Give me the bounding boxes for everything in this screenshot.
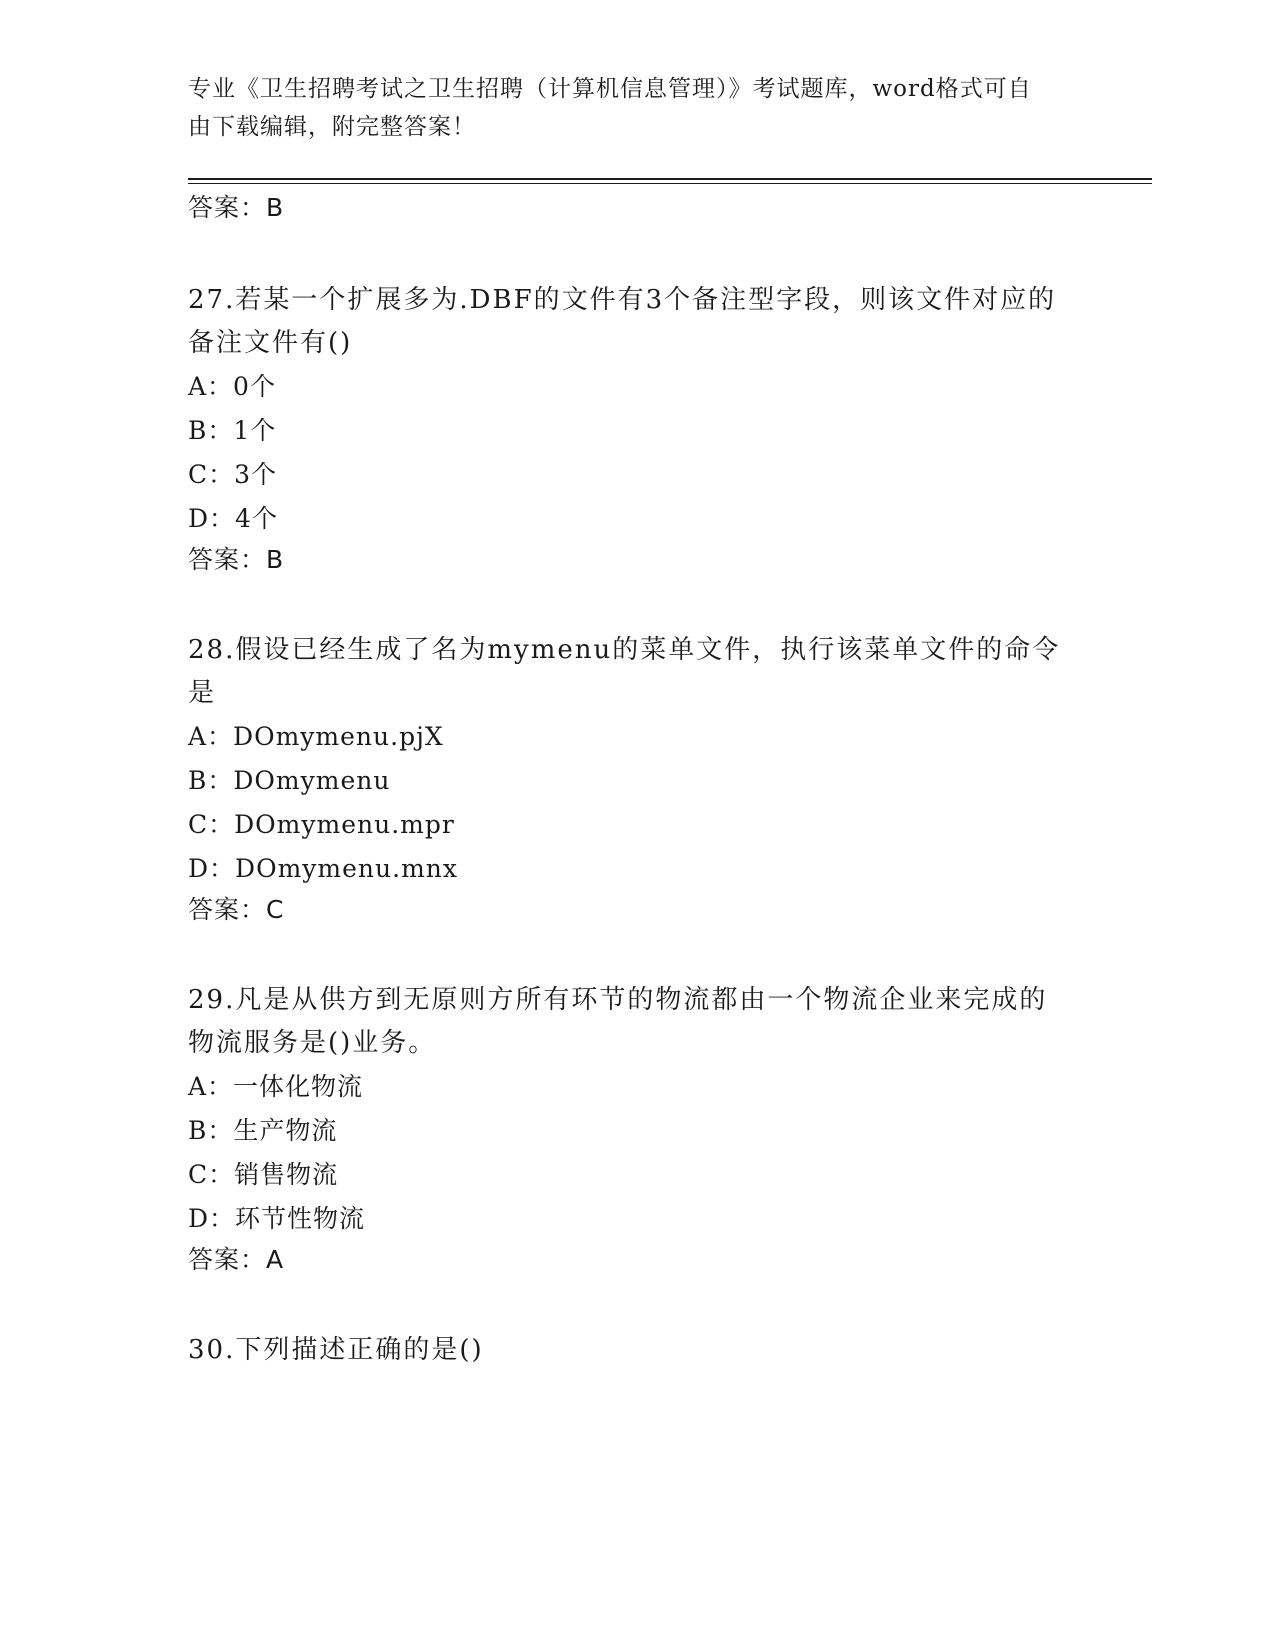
question-29-option-a: A：一体化物流 bbox=[188, 1072, 364, 1101]
question-29-option-c: C：销售物流 bbox=[188, 1160, 339, 1189]
question-28-option-b: B：DOmymenu bbox=[188, 766, 391, 795]
question-28-line-2: 是 bbox=[188, 678, 217, 708]
header-divider-thick bbox=[188, 178, 1152, 180]
question-29-option-d: D：环节性物流 bbox=[188, 1204, 366, 1233]
answer-q26: 答案：B bbox=[188, 193, 285, 222]
question-27-option-a: A：0个 bbox=[188, 372, 276, 401]
question-27-line-2: 备注文件有() bbox=[188, 328, 353, 358]
question-27-line-1: 27.若某一个扩展多为.DBF的文件有3个备注型字段，则该文件对应的 bbox=[188, 285, 1057, 315]
question-29-line-2: 物流服务是()业务。 bbox=[188, 1028, 437, 1058]
question-28-option-a: A：DOmymenu.pjX bbox=[188, 722, 444, 751]
question-28-option-d: D：DOmymenu.mnx bbox=[188, 854, 458, 883]
question-28-line-1: 28.假设已经生成了名为mymenu的菜单文件，执行该菜单文件的命令 bbox=[188, 635, 1061, 665]
answer-q28: 答案：C bbox=[188, 895, 285, 924]
header-line-2: 由下载编辑，附完整答案！ bbox=[188, 114, 476, 140]
answer-q29: 答案：A bbox=[188, 1245, 285, 1274]
header-divider-thin bbox=[188, 183, 1152, 184]
question-29-option-b: B：生产物流 bbox=[188, 1116, 338, 1145]
question-30-line-1: 30.下列描述正确的是() bbox=[188, 1335, 484, 1365]
question-28-option-c: C：DOmymenu.mpr bbox=[188, 810, 455, 839]
answer-q27: 答案：B bbox=[188, 545, 285, 574]
question-27-option-b: B：1个 bbox=[188, 416, 277, 445]
document-header bbox=[188, 70, 1088, 146]
question-29-line-1: 29.凡是从供方到无原则方所有环节的物流都由一个物流企业来完成的 bbox=[188, 985, 1048, 1015]
header-line-1: 专业《卫生招聘考试之卫生招聘（计算机信息管理）》考试题库，word格式可自 bbox=[188, 76, 1032, 102]
question-27-option-d: D：4个 bbox=[188, 504, 278, 533]
question-27-option-c: C：3个 bbox=[188, 460, 278, 489]
